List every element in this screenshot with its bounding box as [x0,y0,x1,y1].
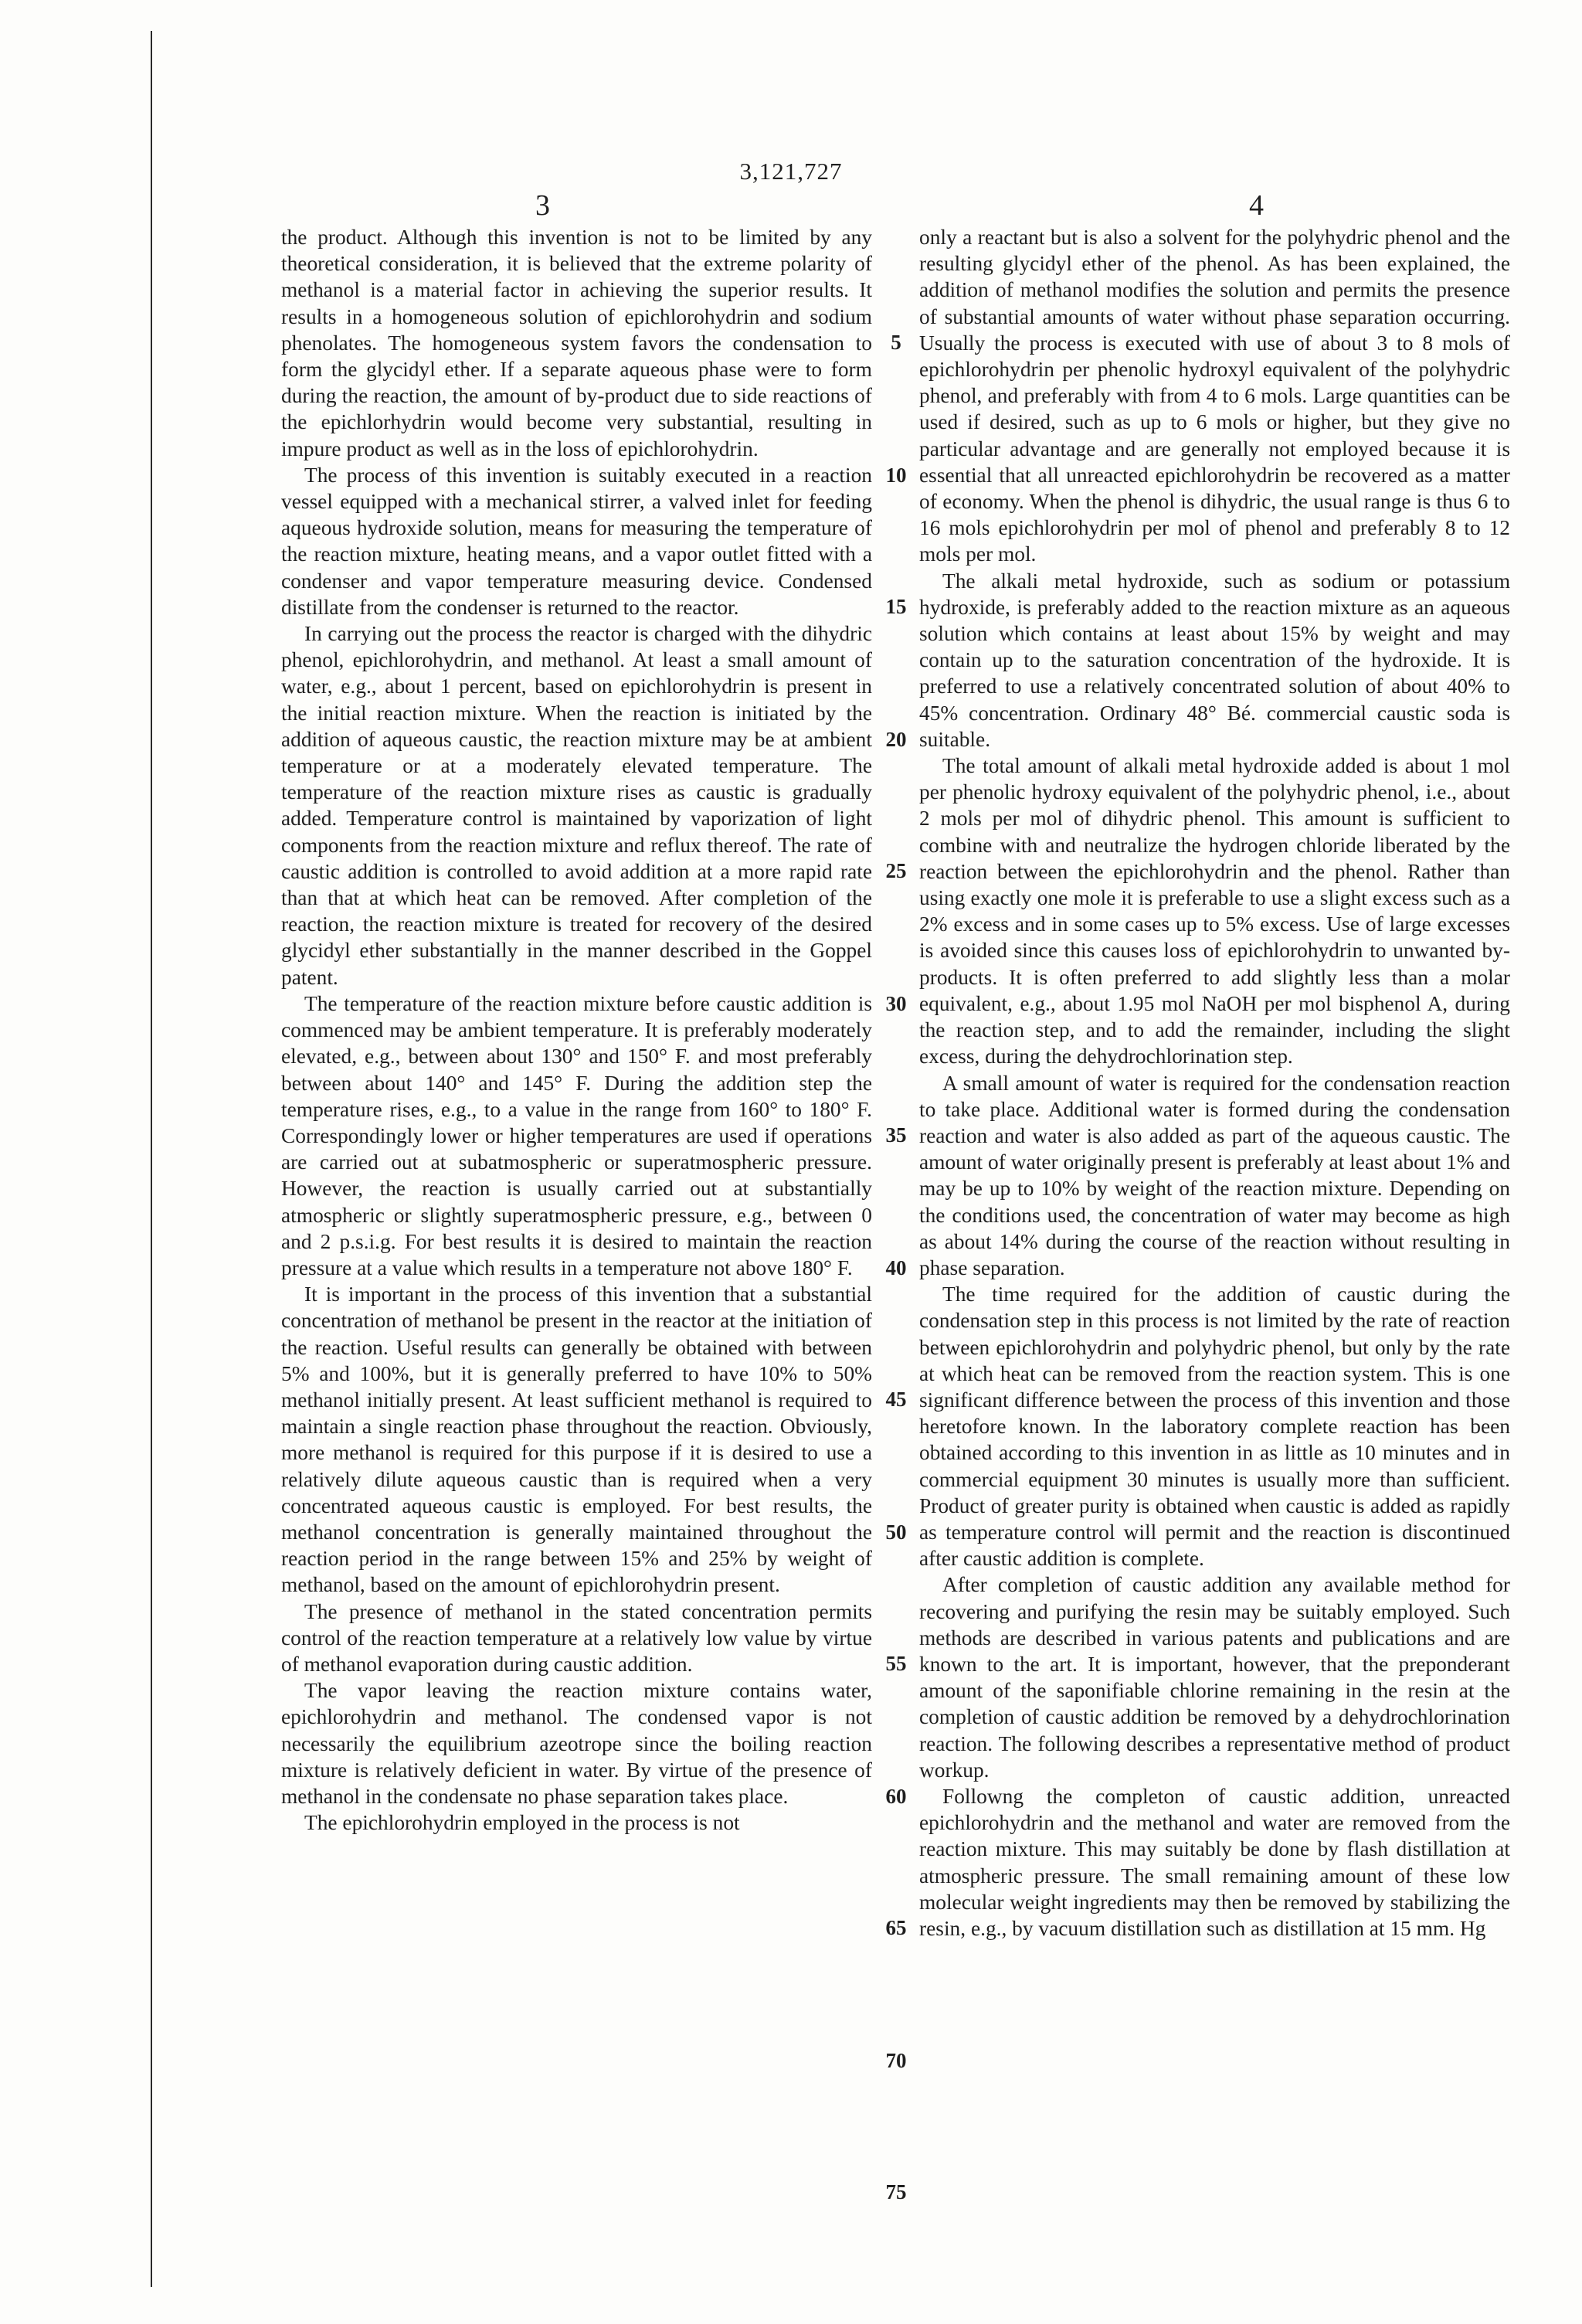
paragraph: After completion of caustic addition any available method for recovering and purifying the resin may be suitably employed. Such methods are described in various patents and publications and are known to the art. It is important, however, that the preponderant amount of the saponifiable chlorine remaining in the resin at the completion of caustic addition be removed by a dehydrochlorination reaction. The following describes a representative method of product workup. [919,1573,1510,1782]
right-column [919,224,1510,1942]
paragraph: The epichlorohydrin employed in the process is not [304,1811,740,1835]
paragraph: the product. Although this invention is not to be limited by any theoretical consideration, it is believed that the extreme polarity of methanol is a material factor in achieving the superior results. It results in a homogeneous solution of epichlorohydrin and sodium phenolates. The homogeneous system favors the condensation to form the glycidyl ether. If a separate aqueous phase were to form during the reaction, the amount of by-product due to side reactions of the epichlorhydrin would become very substantial, resulting in impure product as well as in the loss of epichlorohydrin. [281,226,872,460]
paragraph: only a reactant but is also a solvent for the polyhydric phenol and the resulting glycidyl ether of the phenol. As has been explained, the addition of methanol modifies the solution and permits the presence of substantial amounts of water without phase separation occurring. Usually the process is executed with use of about 3 to 8 mols of epichlorohydrin per phenolic hydroxyl equivalent of the polyhydric phenol, and preferably with from 4 to 6 mols. Large quantities can be used if desired, such as up to 6 mols or higher, but they give no particular advantage and are generally not employed because it is essential that all unreacted epichlorohydrin be recovered as a matter of economy. When the phenol is dihydric, the usual range is thus 6 to 16 mols epichlorohydrin per mol of phenol and preferably 8 to 12 mols per mol. [919,226,1510,566]
left-page-number: 3 [535,189,550,222]
line-number: 75 [885,2180,907,2203]
line-number: 35 [885,1123,907,1147]
patent-number: 3,121,727 [739,158,843,185]
paragraph: The vapor leaving the reaction mixture contains water, epichlorohydrin and methanol. The condensed vapor is not necessarily the equilibrium azeotrope since the boiling reaction mixture is relatively deficient in water. By virtue of the presence of methanol in the condensate no phase separation takes place. [281,1679,872,1808]
line-number: 20 [885,728,907,751]
line-number: 5 [891,331,901,354]
line-number: 50 [885,1520,907,1544]
line-number: 60 [885,1785,907,1808]
paragraph: In carrying out the process the reactor is charged with the dihydric phenol, epichlorohydrin, and methanol. At least a small amount of water, e.g., about 1 percent, based on epichlorohydrin is present in the initial reaction mixture. When the reaction is initiated by the addition of aqueous caustic, the reaction mixture may be at ambient temperature or at a moderately elevated temperature. The temperature of the reaction mixture rises as caustic is gradually added. Temperature control is maintained by vaporization of light components from the reaction mixture and reflux thereof. The rate of caustic addition is controlled to avoid addition at a more rapid rate than that at which heat can be removed. After completion of the reaction, the reaction mixture is treated for recovery of the desired glycidyl ether substantially in the manner described in the Goppel patent. [281,622,872,989]
paragraph: Followng the completon of caustic addition, unreacted epichlorohydrin and the methanol and water are removed from the reaction mixture. This may suitably be done by flash distillation at atmospheric pressure. The small remaining amount of these low molecular weight ingredients may then be removed by stabilizing the resin, e.g., by vacuum distillation such as distillation at 15 mm. Hg [919,1784,1510,1940]
paragraph: The alkali metal hydroxide, such as sodium or potassium hydroxide, is preferably added to the reaction mixture as an aqueous solution which contains at least about 15% by weight and may contain up to the saturation concentration of the hydroxide. It is preferred to use a relatively concentrated solution of about 40% to 45% concentration. Ordinary 48° Bé. commercial caustic soda is suitable. [919,569,1510,751]
line-number: 45 [885,1388,907,1411]
line-number: 40 [885,1256,907,1279]
paragraph: The temperature of the reaction mixture before caustic addition is commenced may be ambient temperature. It is preferably moderately elevated, e.g., between about 130° and 150° F. and most preferably between about 140° and 145° F. During the addition step the temperature rises, e.g., to a value in the range from 160° to 180° F. Correspondingly lower or higher temperatures are used if operations are carried out at subatmospheric or superatmospheric pressure. However, the reaction is usually carried out at substantially atmospheric or slightly superatmospheric pressure, e.g., between 0 and 2 p.s.i.g. For best results it is desired to maintain the reaction pressure at a value which results in a temperature not above 180° F. [281,991,872,1279]
paragraph: The total amount of alkali metal hydroxide added is about 1 mol per phenolic hydroxy equivalent of the polyhydric phenol, i.e., about 2 mols per mol of dihydric phenol. This amount is sufficient to combine with and neutralize the hydrogen chloride liberated by the reaction between the epichlorohydrin and the phenol. Rather than using exactly one mole it is preferable to use a slight excess such as a 2% excess and in some cases up to 5% excess. Use of large excesses is avoided since this causes loss of epichlorohydrin to unwanted by-products. It is often preferred to add slightly less than a molar equivalent, e.g., about 1.95 mol NaOH per mol bisphenol A, during the reaction step, and to add the remainder, including the slight excess, during the dehydrochlorination step. [919,754,1510,1069]
line-number: 30 [885,992,907,1015]
line-number: 65 [885,1916,907,1939]
line-number: 15 [885,595,907,618]
paragraph: A small amount of water is required for the condensation reaction to take place. Additional water is formed during the condensation reaction and water is also added as part of the aqueous caustic. The amount of water originally present is preferably at least about 1% and may be up to 10% by weight of the reaction mixture. Depending on the conditions used, the concentration of water may become as high as about 14% during the course of the reaction without resulting in phase separation. [919,1071,1510,1279]
paragraph: It is important in the process of this invention that a substantial concentration of methanol be present in the reactor at the initiation of the reaction. Useful results can generally be obtained with between 5% and 100%, but it is generally preferred to have 10% to 50% methanol initially present. At least sufficient methanol is required to maintain a single reaction phase throughout the reaction. Obviously, more methanol is required for this purpose if it is desired to use a relatively dilute aqueous caustic than is required when a very concentrated aqueous caustic is employed. For best results, the methanol concentration is generally maintained throughout the reaction period in the range between 15% and 25% by weight of methanol, based on the amount of epichlorohydrin present. [281,1283,872,1597]
line-number: 55 [885,1652,907,1675]
paragraph: The process of this invention is suitably executed in a reaction vessel equipped with a mechanical stirrer, a valved inlet for feeding aqueous hydroxide solution, means for measuring the temperature of the reaction mixture, heating means, and a vapor outlet fitted with a condenser and vapor temperature measuring device. Condensed distillate from the condenser is returned to the reactor. [281,463,872,619]
right-page-number: 4 [1249,189,1264,222]
line-number: 70 [885,2049,907,2072]
paragraph: The presence of methanol in the stated concentration permits control of the reaction temperature at a relatively low value by virtue of methanol evaporation during caustic addition. [281,1599,872,1676]
line-number: 10 [885,464,907,487]
paragraph: The time required for the addition of caustic during the condensation step in this process is not limited by the rate of reaction between epichlorohydrin and polyhydric phenol, but only by the rate at which heat can be removed from the reaction system. This is one significant difference between the process of this invention and those heretofore known. In the laboratory complete reaction has been obtained according to this invention in as little as 10 minutes and in commercial equipment 30 minutes is usually more than sufficient. Product of greater purity is obtained when caustic is added as rapidly as temperature control will permit and the reaction is discontinued after caustic addition is complete. [919,1283,1510,1571]
page-edge-rule [151,31,152,2287]
line-number: 25 [885,859,907,882]
left-column [281,224,872,1836]
